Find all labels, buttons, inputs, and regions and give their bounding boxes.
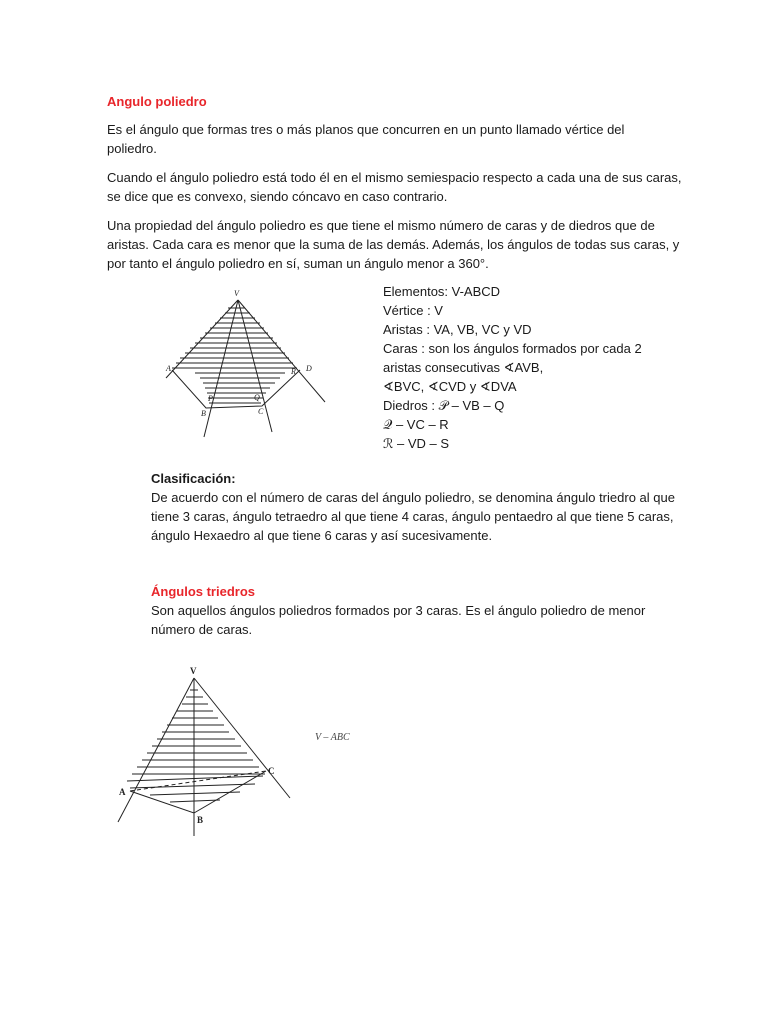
hatching-lines (172, 308, 297, 403)
base-polygon (172, 370, 300, 408)
elements-line: Vértice : V (383, 303, 443, 318)
vertex-label-b: B (201, 409, 206, 418)
triedros-section (151, 582, 645, 639)
trihedral-caption: V – ABC (315, 732, 350, 743)
plane-label-q: Q (254, 393, 260, 402)
trihedral-angle-figure (105, 660, 305, 840)
classification-line: ángulo Hexaedro al que tiene 6 caras y así sucesivamente. (151, 528, 493, 543)
vertex-label-c: C (258, 407, 264, 416)
elements-line: ℛ – VD – S (383, 436, 450, 451)
classification-line: tiene 3 caras, ángulo tetraedro al que tiene 4 caras, ángulo pentaedro al que tiene 5 caras, (151, 509, 674, 524)
vertex-label-v: V (234, 289, 239, 298)
section-heading-angulos-triedros: Ángulos triedros (151, 584, 256, 599)
paragraph-line: Es el ángulo que formas tres o más planos que concurren en un punto llamado vértice del (107, 122, 625, 137)
vertex-label-a: A (166, 364, 171, 373)
plane-label-p: P (208, 394, 213, 403)
vertex-label-b: B (197, 815, 204, 825)
elements-line: ∢BVC, ∢CVD y ∢DVA (383, 379, 517, 394)
paragraph-convexity (107, 168, 682, 206)
classification-line: De acuerdo con el número de caras del ángulo poliedro, se denomina ángulo triedro al que (151, 490, 675, 505)
paragraph-line: Una propiedad del ángulo poliedro es que tiene el mismo número de caras y de diedros que de (107, 218, 655, 233)
paragraph-definition (107, 120, 624, 158)
elements-line: Diedros : 𝒫 – VB – Q (383, 398, 505, 413)
triedros-line: Son aquellos ángulos poliedros formados por 3 caras. Es el ángulo poliedro de menor (151, 603, 646, 618)
plane-label-r: R (291, 367, 296, 376)
paragraph-line: poliedro. (107, 141, 157, 156)
vertex-label-d: D (306, 364, 312, 373)
paragraph-line: Cuando el ángulo poliedro está todo él en el mismo semiespacio respecto a cada una de sus caras, (107, 170, 682, 185)
edge-vc (194, 678, 290, 798)
vertex-label-a: A (119, 787, 126, 797)
elements-line: aristas consecutivas ∢AVB, (383, 360, 544, 375)
elements-line: Elementos: V-ABCD (383, 284, 501, 299)
vertex-label-c: C (268, 766, 275, 776)
elements-line: Caras : son los ángulos formados por cada 2 (383, 341, 642, 356)
hatching-lines (127, 690, 265, 802)
edge-va (166, 300, 238, 378)
elements-line: Aristas : VA, VB, VC y VD (383, 322, 532, 337)
paragraph-line: se dice que es convexo, siendo cóncavo en caso contrario. (107, 189, 448, 204)
classification-heading: Clasificación: (151, 471, 236, 486)
polyhedral-angle-figure (150, 285, 340, 445)
elements-list (383, 282, 642, 453)
elements-line: 𝒬 – VC – R (383, 417, 449, 432)
paragraph-line: aristas. Cada cara es menor que la suma de las demás. Además, los ángulos de todas sus caras, y (107, 237, 680, 252)
triedros-line: número de caras. (151, 622, 253, 637)
paragraph-property (107, 216, 679, 273)
paragraph-line: por tanto el ángulo poliedro en sí, suman un ángulo menor a 360°. (107, 256, 489, 271)
base-triangle (130, 771, 266, 813)
vertex-label-v: V (190, 666, 197, 676)
section-heading-angulo-poliedro: Angulo poliedro (107, 94, 207, 109)
classification-section (151, 469, 675, 545)
